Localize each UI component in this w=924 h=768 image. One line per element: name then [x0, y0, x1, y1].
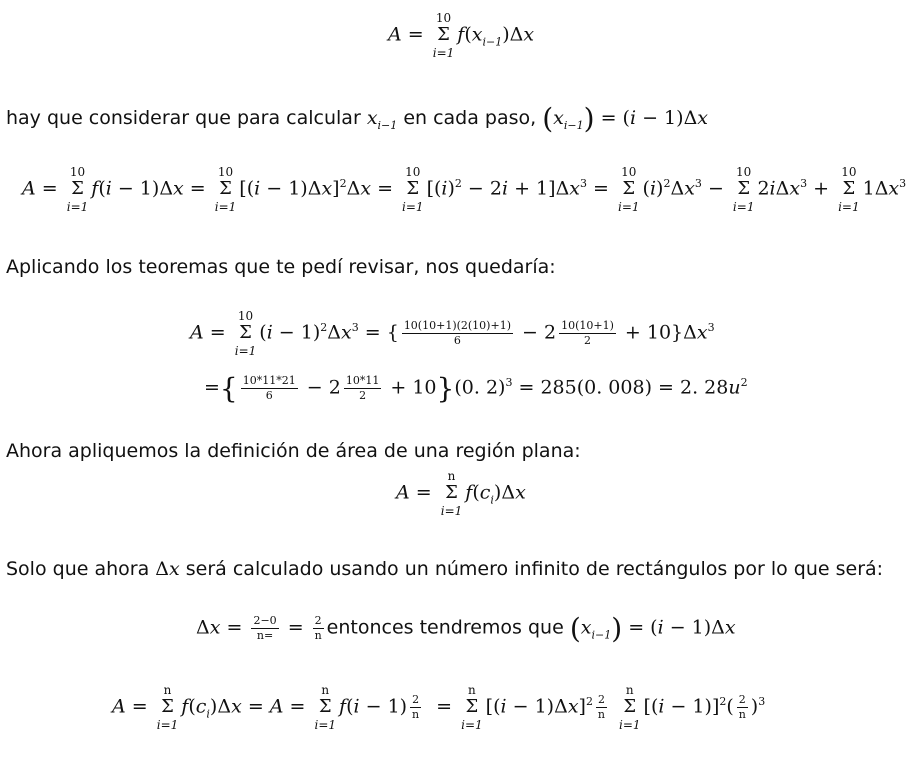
- equation-expansion: A = 10 Σ i=1 f(i − 1)Δx = 10 Σ i=1 $[(i - 1)\Delta x]^2\Delta x$ = 10 Σ i=1 $[(i)^2 - 2i + 1]\Delta x^3$ = 10 Σ i=1 $(i)^2\Delta x^3$ − 10 Σ i=1 2iΔx$^3$ + 10 Σ i=1 $1\Delta x^3$: [22, 165, 907, 214]
- paragraph-infinite-rectangles: Solo que ahora Δx será calculado usando un número infinito de rectángulos por lo que será:: [6, 558, 884, 580]
- equation-area-definition: A = n Σ i=1 $f(c_i)\Delta x$: [396, 469, 526, 518]
- paragraph-consider-x: hay que considerar que para calcular $x_{i-1}$ en cada paso, $(x_{i-1}) = (i - 1)\Delta x$: [6, 102, 709, 135]
- equation-numeric-result: ={ $\frac{10*11*21}{6}$ − 2 $\frac{10*11}{2}$ + 10}(0. 2)$^3$ = 285(0. 008) = 2. $28u^2$: [204, 372, 748, 405]
- equation-delta-x: Δx = $\frac{2-0}{n=}$ = $\frac{2}{n}$ entonces tendremos que $(x_{i-1}) = (i - 1)\Delta x$: [196, 612, 736, 645]
- equation-theorem-application: A = 10 Σ i=1 $(i - 1)^2\Delta x^3$ = { $\frac{10(10+1)(2(10)+1)}{6}$ − 2 $\frac{10(10+1)}{2}$ + $10\}\Delta x^3$: [190, 309, 715, 358]
- equation-infinite-sum: A = n Σ i=1 $f(c_i)\Delta x = A$ = n Σ i=1 f(i − 1) $\frac{2}{n}$ = n Σ i=1 $[(i - 1)\Delta x]^2$ $\frac{2}{n}$ n Σ i=1 $[(i - 1)]^2$( $\frac{2}{n}$ )$^3$: [112, 683, 766, 732]
- paragraph-area-definition: Ahora apliquemos la definición de área de una región plana:: [6, 440, 581, 462]
- paragraph-theorems: Aplicando los teoremas que te pedí revisar, nos quedaría:: [6, 256, 556, 278]
- equation-riemann-sum-10: A = 10 Σ i=1 $f(x_{i-1})\Delta x$: [388, 11, 535, 60]
